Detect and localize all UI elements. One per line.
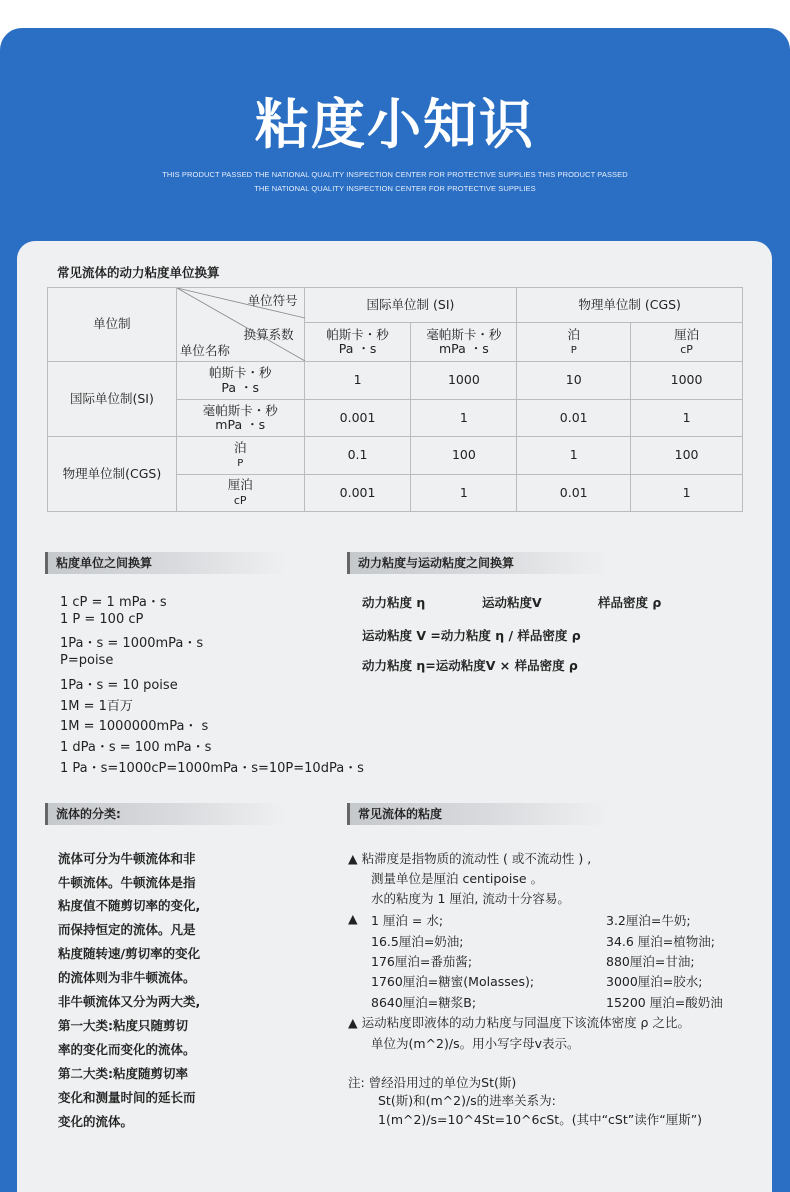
table-row: 厘泊 cP 0.001 1 0.01 1 xyxy=(48,475,743,512)
density-label: 样品密度 ρ xyxy=(598,595,662,610)
formula-kinematic: 运动粘度 V =动力粘度 η / 样品密度 ρ xyxy=(362,628,581,643)
cgs-header: 物理单位制 (CGS) xyxy=(517,288,743,323)
formula-dynamic: 动力粘度 η=运动粘度V × 样品密度 ρ xyxy=(362,658,578,673)
conversion-line: 1 dPa・s = 100 mPa・s xyxy=(60,740,212,755)
bullet-icon: ▲ xyxy=(348,911,358,926)
si-header: 国际单位制 (SI) xyxy=(304,288,517,323)
common-line: ▲ 运动粘度即液体的动力粘度与同温度下该流体密度 ρ 之比。 xyxy=(348,1015,690,1030)
unit-symbol-label: 单位符号 xyxy=(247,293,298,308)
conversion-line: P=poise xyxy=(60,653,114,668)
table-row: 物理单位制(CGS) 泊 P 0.1 100 1 100 xyxy=(48,437,743,475)
fluid-viscosity-item: 8640厘泊=糖浆B; xyxy=(371,995,477,1010)
classification-line: 第一大类:粘度只随剪切 xyxy=(58,1018,188,1033)
fluid-viscosity-item: 176厘泊=番茄酱; xyxy=(371,954,473,969)
unit-system-header: 单位制 xyxy=(48,288,177,362)
common-line: 水的粘度为 1 厘泊, 流动十分容易。 xyxy=(371,891,570,906)
common-line: 测量单位是厘泊 centipoise 。 xyxy=(371,871,544,886)
subtitle-line-1: THIS PRODUCT PASSED THE NATIONAL QUALITY INSPECTION CENTER FOR PROTECTIVE SUPPLIES THIS PRODUCT PASSED xyxy=(162,170,628,179)
note-line: 1(m^2)/s=10^4St=10^6cSt。(其中“cSt”读作“厘斯”) xyxy=(378,1112,703,1127)
classification-line: 非牛顿流体又分为两大类, xyxy=(58,994,201,1009)
note-line: 注: 曾经沿用过的单位为St(斯) xyxy=(348,1075,517,1090)
conversion-line: 1 Pa・s=1000cP=1000mPa・s=10P=10dPa・s xyxy=(60,761,364,776)
dynamic-kinematic-heading: 动力粘度与运动粘度之间换算 xyxy=(347,552,608,574)
note-line: St(斯)和(m^2)/s的进率关系为: xyxy=(378,1093,556,1108)
classification-line: 流体可分为牛顿流体和非 xyxy=(58,851,196,866)
common-line: ▲ 粘滞度是指物质的流动性 ( 或不流动性 ) , xyxy=(348,851,592,866)
fluid-viscosity-item: 34.6 厘泊=植物油; xyxy=(606,934,715,949)
common-line: 单位为(m^2)/s。用小写字母v表示。 xyxy=(371,1036,580,1051)
classification-line: 牛顿流体。牛顿流体是指 xyxy=(58,875,196,890)
table-row: 国际单位制(SI) 帕斯卡・秒 Pa ・s 1 1000 10 1000 xyxy=(48,362,743,400)
group-cgs: 物理单位制(CGS) xyxy=(48,437,177,512)
fluid-viscosity-item: 1760厘泊=糖蜜(Molasses); xyxy=(371,974,535,989)
classification-line: 第二大类:粘度随剪切率 xyxy=(58,1066,188,1081)
table-row: 毫帕斯卡・秒 mPa ・s 0.001 1 0.01 1 xyxy=(48,400,743,437)
col-header-cp: 厘泊 cP xyxy=(631,323,743,362)
unit-name-label: 单位名称 xyxy=(179,343,230,358)
conversion-line: 1M = 1百万 xyxy=(60,699,133,714)
page-title: 粘度小知识 xyxy=(255,93,535,156)
classification-line: 变化的流体。 xyxy=(58,1114,134,1129)
kinematic-viscosity-label: 运动粘度V xyxy=(482,595,542,610)
fluid-viscosity-item: 3000厘泊=胶水; xyxy=(606,974,703,989)
classification-line: 粘度值不随剪切率的变化, xyxy=(58,898,201,913)
fluid-viscosity-item: 880厘泊=甘油; xyxy=(606,954,695,969)
classification-line: 而保持恒定的流体。凡是 xyxy=(58,922,196,937)
conversion-heading: 粘度单位之间换算 xyxy=(45,552,286,574)
fluid-viscosity-item: 3.2厘泊=牛奶; xyxy=(606,913,691,928)
conversion-line: 1 cP = 1 mPa・s xyxy=(60,595,167,610)
classification-line: 变化和测量时间的延长而 xyxy=(58,1090,196,1105)
col-header-mpas: 毫帕斯卡・秒 mPa ・s xyxy=(411,323,517,362)
conversion-line: 1Pa・s = 1000mPa・s xyxy=(60,636,204,651)
classification-heading: 流体的分类: xyxy=(45,803,286,825)
col-header-pas: 帕斯卡・秒 Pa ・s xyxy=(304,323,411,362)
viscosity-unit-table xyxy=(47,287,743,512)
fluid-viscosity-item: 16.5厘泊=奶油; xyxy=(371,934,464,949)
table-heading: 常见流体的动力粘度单位换算 xyxy=(57,265,220,280)
conversion-line: 1 P = 100 cP xyxy=(60,612,144,627)
classification-line: 粘度随转速/剪切率的变化 xyxy=(58,946,201,961)
fluid-viscosity-item: 1 厘泊 = 水; xyxy=(371,913,444,928)
col-header-p: 泊 P xyxy=(517,323,631,362)
conversion-line: 1Pa・s = 10 poise xyxy=(60,678,178,693)
classification-line: 率的变化而变化的流体。 xyxy=(58,1042,196,1057)
fluid-viscosity-item: 15200 厘泊=酸奶油 xyxy=(606,995,723,1010)
common-fluids-heading: 常见流体的粘度 xyxy=(347,803,608,825)
classification-line: 的流体则为非牛顿流体。 xyxy=(58,970,196,985)
coefficient-label: 换算系数 xyxy=(243,327,294,342)
conversion-line: 1M = 1000000mPa・ s xyxy=(60,719,209,734)
dynamic-viscosity-label: 动力粘度 η xyxy=(362,595,426,610)
diagonal-header-cell xyxy=(176,288,304,362)
group-si: 国际单位制(SI) xyxy=(48,362,177,437)
subtitle-line-2: THE NATIONAL QUALITY INSPECTION CENTER FOR PROTECTIVE SUPPLIES xyxy=(254,184,536,193)
